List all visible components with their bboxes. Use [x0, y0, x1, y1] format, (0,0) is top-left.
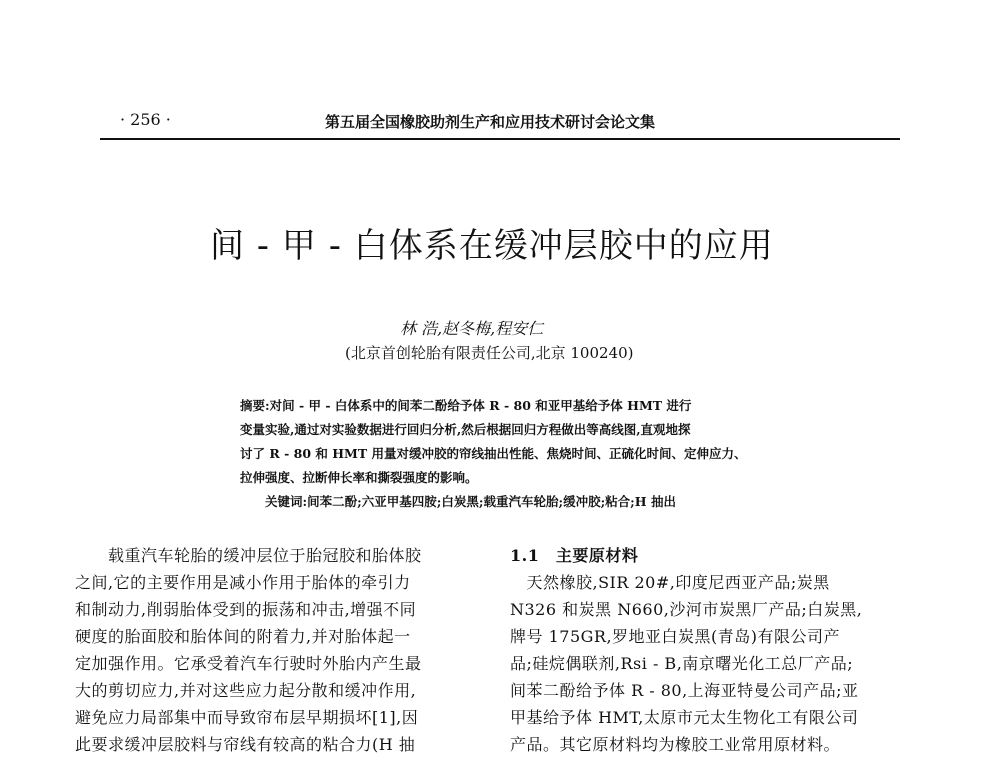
keywords: 关键词:间苯二酚;六亚甲基四胺;白炭黑;载重汽车轮胎;缓冲胶;粘合;H 抽出: [265, 494, 676, 509]
body-line: 避免应力局部集中而导致帘布层早期损坏[1],因: [75, 708, 419, 727]
body-line: 定加强作用。它承受着汽车行驶时外胎内产生最: [75, 654, 422, 673]
paper-title: 间 - 甲 - 白体系在缓冲层胶中的应用: [210, 226, 774, 266]
body-line: 产品。其它原材料均为橡胶工业常用原材料。: [510, 735, 841, 754]
body-line: 甲基给予体 HMT,太原市元太生物化工有限公司: [510, 708, 859, 727]
body-line: 间苯二酚给予体 R - 80,上海亚特曼公司产品;亚: [510, 681, 859, 700]
body-line: 天然橡胶,SIR 20#,印度尼西亚产品;炭黑: [510, 573, 830, 592]
header-rule: [100, 138, 900, 140]
abstract-line: 讨了 R - 80 和 HMT 用量对缓冲胶的帘线抽出性能、焦烧时间、正硫化时间、定伸应力、: [240, 446, 747, 461]
body-line: 之间,它的主要作用是减小作用于胎体的牵引力: [75, 573, 411, 592]
body-line: 品;硅烷偶联剂,Rsi - B,南京曙光化工总厂产品;: [510, 654, 854, 673]
body-line: 牌号 175GR,罗地亚白炭黑(青岛)有限公司产: [510, 627, 841, 646]
abstract-line: 变量实验,通过对实验数据进行回归分析,然后根据回归方程做出等高线图,直观地探: [240, 422, 691, 437]
running-header: 第五届全国橡胶助剂生产和应用技术研讨会论文集: [325, 113, 656, 131]
body-line: 此要求缓冲层胶料与帘线有较高的粘合力(H 抽: [75, 735, 416, 754]
affiliation: (北京首创轮胎有限责任公司,北京 100240): [345, 344, 634, 362]
abstract-line: 拉伸强度、拉断伸长率和撕裂强度的影响。: [240, 470, 478, 485]
page-number: · 256 ·: [120, 110, 171, 129]
abstract-line: 摘要:对间 - 甲 - 白体系中的间苯二酚给予体 R - 80 和亚甲基给予体 HMT 进行: [240, 398, 692, 413]
body-line: 和制动力,削弱胎体受到的振荡和冲击,增强不同: [75, 600, 417, 619]
section-heading: 1.1 主要原材料: [510, 546, 639, 565]
body-line: 大的剪切应力,并对这些应力起分散和缓冲作用,: [75, 681, 417, 700]
body-line: 载重汽车轮胎的缓冲层位于胎冠胶和胎体胶: [75, 546, 422, 565]
body-line: N326 和炭黑 N660,沙河市炭黑厂产品;白炭黑,: [510, 600, 863, 619]
body-line: 硬度的胎面胶和胎体间的附着力,并对胎体起一: [75, 627, 411, 646]
authors: 林 浩,赵冬梅,程安仁: [400, 319, 544, 338]
